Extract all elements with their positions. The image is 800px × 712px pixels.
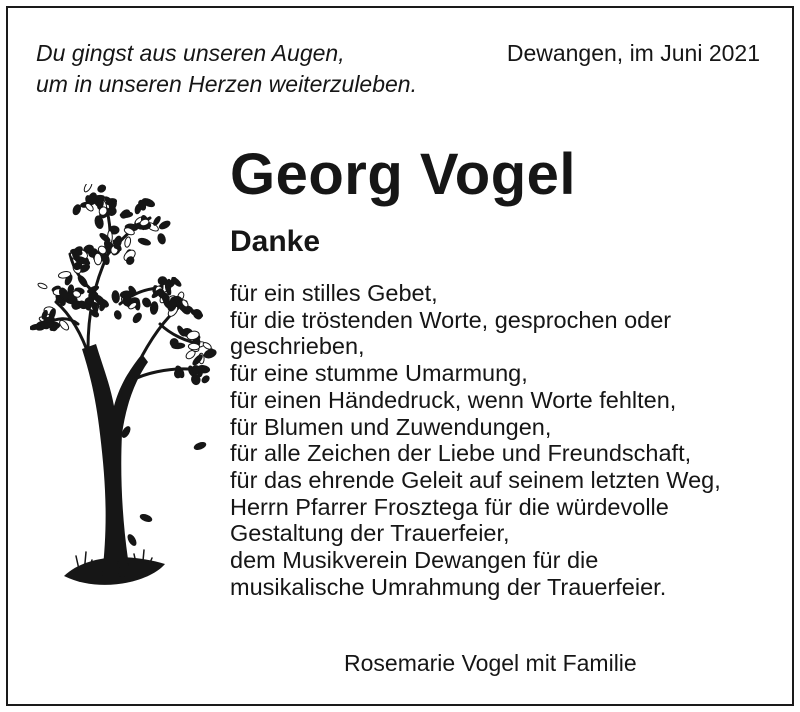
text-line: für die tröstenden Worte, gesprochen oder bbox=[230, 306, 672, 333]
text-line: Herrn Pfarrer Frosztega für die würdevolle bbox=[230, 493, 669, 520]
place-and-date: Dewangen, im Juni 2021 bbox=[506, 40, 760, 66]
leaf-icon bbox=[120, 211, 133, 217]
falling-leaf-icon bbox=[193, 441, 206, 451]
leaf-icon bbox=[201, 374, 211, 384]
signature: Rosemarie Vogel mit Familie bbox=[344, 650, 637, 676]
text-line: Gestaltung der Trauerfeier, bbox=[230, 520, 510, 547]
text-line: musikalische Umrahmung der Trauerfeier. bbox=[230, 573, 667, 600]
obituary-notice bbox=[6, 6, 794, 706]
leaf-icon bbox=[96, 184, 106, 194]
leaf-icon bbox=[138, 237, 152, 246]
deceased-name: Georg Vogel bbox=[230, 142, 577, 207]
leaf-icon bbox=[188, 343, 200, 350]
leaf-icon bbox=[37, 282, 48, 290]
text-line: für das ehrende Geleit auf seinem letzten Weg, bbox=[230, 466, 721, 493]
falling-leaf-icon bbox=[126, 533, 137, 546]
quote-line-1: Du gingst aus unseren Augen, bbox=[36, 40, 345, 66]
quote-line-2: um in unseren Herzen weiterzuleben. bbox=[36, 71, 417, 97]
text-line: dem Musikverein Dewangen für die bbox=[230, 547, 599, 574]
memorial-quote bbox=[36, 38, 476, 100]
text-line: geschrieben, bbox=[230, 333, 365, 360]
leaf-icon bbox=[111, 290, 119, 303]
text-line: für alle Zeichen der Liebe und Freundschaft, bbox=[230, 440, 692, 467]
leaf-icon bbox=[113, 310, 122, 320]
text-line: für einen Händedruck, wenn Worte fehlten, bbox=[230, 386, 677, 413]
leaf-icon bbox=[132, 312, 144, 324]
tree-silhouette-icon bbox=[30, 184, 220, 604]
leaf-icon bbox=[203, 348, 217, 360]
falling-leaf-icon bbox=[139, 513, 152, 523]
leaf-icon bbox=[83, 184, 94, 193]
thanks-text bbox=[230, 280, 780, 600]
thanks-heading: Danke bbox=[230, 225, 321, 258]
leaf-icon bbox=[174, 369, 181, 378]
leaf-icon bbox=[94, 253, 102, 265]
leaf-icon bbox=[77, 274, 89, 288]
text-line: für Blumen und Zuwendungen, bbox=[230, 413, 552, 440]
text-line: für eine stumme Umarmung, bbox=[230, 360, 528, 387]
text-line: für ein stilles Gebet, bbox=[230, 280, 438, 306]
leaf-icon bbox=[157, 233, 167, 245]
leaf-icon bbox=[158, 219, 171, 230]
